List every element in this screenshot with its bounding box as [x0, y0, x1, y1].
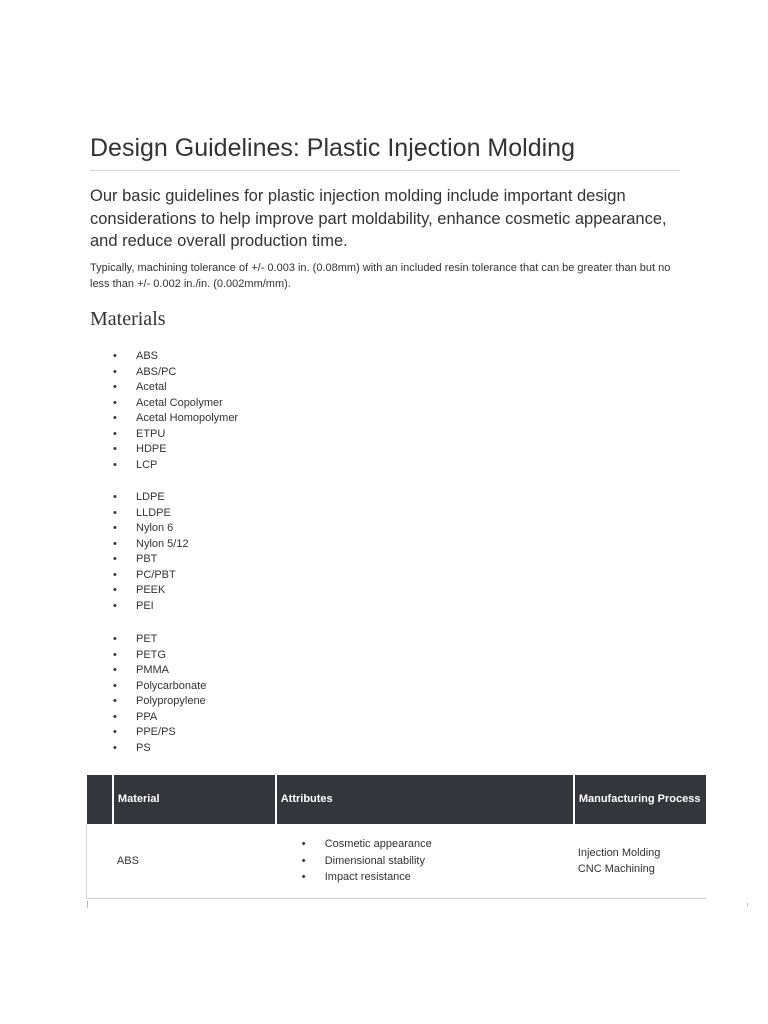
table-header-row: [87, 775, 707, 824]
attributes-cell: [276, 824, 574, 899]
table-row: [87, 824, 707, 899]
list-item: • Polypropylene: [113, 694, 206, 710]
bullet-icon: •: [113, 506, 117, 519]
bullet-icon: •: [113, 458, 117, 471]
bullet-icon: •: [301, 838, 306, 851]
process-cell: [574, 824, 706, 899]
bullet-icon: •: [113, 537, 117, 550]
bullet-icon: •: [113, 553, 117, 565]
bullet-icon: •: [113, 741, 117, 754]
header-attributes: Attributes: [276, 775, 574, 824]
tolerance-note: Typically, machining tolerance of +/- 0.003 in. (0.08mm) with an included resin tolerance that can be greater than but no less than +/- 0.002 in./in. (0.002mm/mm).: [90, 262, 671, 290]
list-item: • Nylon 6: [113, 521, 189, 537]
list-item: • Acetal Homopolymer: [113, 411, 238, 427]
list-item: • HDPE: [113, 442, 238, 458]
bullet-icon: •: [113, 599, 117, 612]
list-item: • PPA: [113, 710, 206, 726]
list-item: • PEI: [113, 599, 189, 615]
list-item: • Cosmetic appearance: [302, 836, 570, 853]
bullet-icon: •: [113, 427, 117, 440]
list-item: • ABS/PC: [113, 365, 238, 381]
list-item: • ABS: [113, 349, 238, 365]
list-item: • ETPU: [113, 427, 238, 443]
header-blank: [87, 775, 113, 824]
materials-list-3: [113, 632, 206, 756]
bullet-icon: •: [113, 695, 117, 707]
materials-list-2: [113, 490, 189, 614]
list-item: • Nylon 5/12: [113, 537, 189, 553]
header-manufacturing-process: Manufacturing Process: [574, 775, 706, 824]
bullet-icon: •: [113, 726, 117, 738]
intro-paragraph: Our basic guidelines for plastic injection molding include important design considerations to help improve part moldability, enhance cosmetic appearance, and reduce overall production time.: [90, 187, 667, 250]
page-title: Design Guidelines: Plastic Injection Molding: [90, 134, 575, 162]
header-material: Material: [113, 775, 276, 824]
bullet-icon: •: [113, 396, 117, 409]
list-item: • PMMA: [113, 663, 206, 679]
list-item: • PS: [113, 741, 206, 757]
bullet-icon: •: [113, 412, 117, 424]
process-item: CNC Machining: [577, 863, 655, 875]
bullet-icon: •: [113, 664, 117, 676]
bullet-icon: •: [301, 871, 306, 884]
materials-list-1: [113, 349, 238, 473]
list-item: • LDPE: [113, 490, 189, 506]
process-item: Injection Molding: [577, 846, 661, 859]
list-item: • Polycarbonate: [113, 679, 206, 695]
bullet-icon: •: [301, 854, 306, 867]
page-edge-mark: [87, 901, 88, 908]
title-divider: [90, 170, 680, 171]
bullet-icon: •: [113, 633, 117, 645]
row-blank-cell: [87, 824, 113, 899]
list-item: • PETG: [113, 648, 206, 664]
list-item: • PPE/PS: [113, 725, 206, 741]
bullet-icon: •: [113, 491, 117, 503]
material-cell: ABS: [113, 824, 276, 899]
bullet-icon: •: [113, 365, 117, 378]
bullet-icon: •: [113, 679, 117, 692]
bullet-icon: •: [113, 522, 117, 534]
list-item: • LCP: [113, 458, 238, 474]
list-item: • PET: [113, 632, 206, 648]
list-item: • PBT: [113, 552, 189, 568]
list-item: • LLDPE: [113, 506, 189, 522]
bullet-icon: •: [113, 381, 117, 393]
bullet-icon: •: [113, 648, 117, 661]
list-item: • PC/PBT: [113, 568, 189, 584]
materials-heading: Materials: [90, 308, 166, 330]
materials-table: [86, 775, 706, 899]
bullet-icon: •: [113, 710, 117, 723]
bullet-icon: •: [113, 584, 117, 596]
bullet-icon: •: [113, 443, 117, 455]
list-item: • Acetal Copolymer: [113, 396, 238, 412]
bullet-icon: •: [113, 350, 117, 362]
list-item: • Impact resistance: [302, 869, 570, 886]
bullet-icon: •: [113, 568, 117, 581]
attributes-list: [280, 836, 570, 886]
list-item: • Dimensional stability: [302, 853, 570, 870]
list-item: • PEEK: [113, 583, 189, 599]
page-edge-mark: [747, 903, 748, 906]
list-item: • Acetal: [113, 380, 238, 396]
